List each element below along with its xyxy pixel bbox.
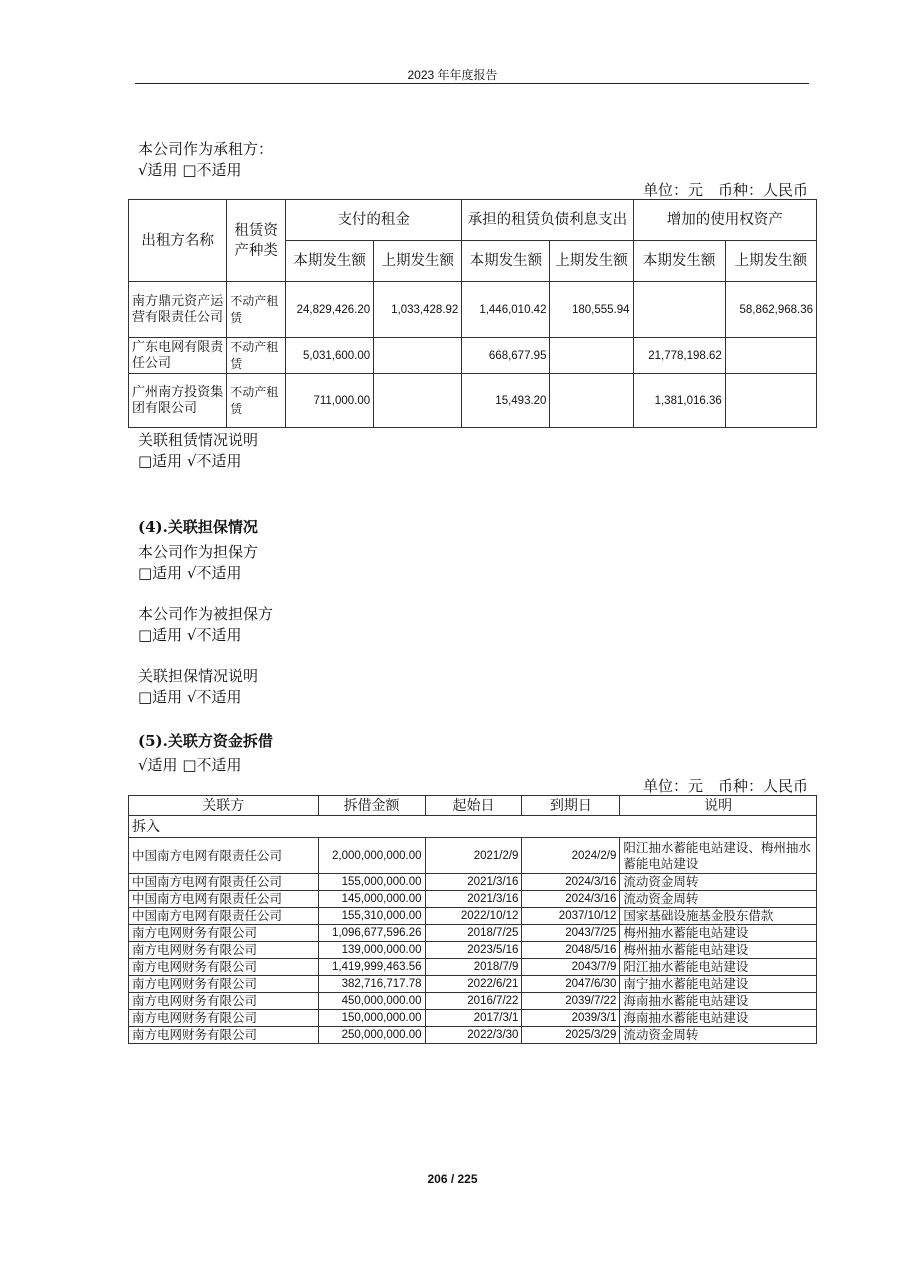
funds-applicability: √适用 □不适用 bbox=[138, 756, 242, 774]
party: 南方电网财务有限公司 bbox=[129, 976, 319, 993]
table-row bbox=[129, 874, 817, 891]
lessor-name: 广州南方投资集团有限公司 bbox=[129, 374, 227, 428]
guarantor-title: 本公司作为担保方 bbox=[138, 543, 259, 561]
header-amount: 拆借金额 bbox=[318, 796, 425, 816]
table-row bbox=[129, 282, 817, 338]
amount: 155,310,000.00 bbox=[318, 908, 425, 925]
end-date: 2024/3/16 bbox=[522, 891, 620, 908]
purpose: 流动资金周转 bbox=[620, 1027, 817, 1044]
interest-prior bbox=[550, 338, 633, 374]
purpose: 南宁抽水蓄能电站建设 bbox=[620, 976, 817, 993]
lessor-name: 南方鼎元资产运营有限责任公司 bbox=[129, 282, 227, 338]
lessor-name: 广东电网有限责任公司 bbox=[129, 338, 227, 374]
amount: 139,000,000.00 bbox=[318, 942, 425, 959]
guarantee-note-applicability: □适用 √不适用 bbox=[138, 688, 242, 706]
header-lessor: 出租方名称 bbox=[129, 200, 227, 282]
header-prior: 上期发生额 bbox=[725, 241, 816, 282]
purpose: 流动资金周转 bbox=[620, 891, 817, 908]
funds-unit-note: 单位：元 币种：人民币 bbox=[642, 777, 808, 795]
header-current: 本期发生额 bbox=[462, 241, 550, 282]
start-date: 2018/7/9 bbox=[425, 959, 522, 976]
table-row bbox=[129, 942, 817, 959]
table-row bbox=[129, 993, 817, 1010]
table-row bbox=[129, 1027, 817, 1044]
interest-prior bbox=[550, 374, 633, 428]
party: 中国南方电网有限责任公司 bbox=[129, 891, 319, 908]
purpose: 梅州抽水蓄能电站建设 bbox=[620, 925, 817, 942]
rou-current: 1,381,016.36 bbox=[633, 374, 725, 428]
start-date: 2021/2/9 bbox=[425, 838, 522, 874]
rent-prior bbox=[374, 338, 462, 374]
end-date: 2025/3/29 bbox=[522, 1027, 620, 1044]
table-row bbox=[129, 338, 817, 374]
end-date: 2037/10/12 bbox=[522, 908, 620, 925]
start-date: 2021/3/16 bbox=[425, 874, 522, 891]
purpose: 海南抽水蓄能电站建设 bbox=[620, 1010, 817, 1027]
header-asset-type: 租赁资产种类 bbox=[227, 200, 286, 282]
amount: 150,000,000.00 bbox=[318, 1010, 425, 1027]
amount: 1,419,999,463.56 bbox=[318, 959, 425, 976]
party: 南方电网财务有限公司 bbox=[129, 1027, 319, 1044]
start-date: 2023/5/16 bbox=[425, 942, 522, 959]
header-party: 关联方 bbox=[129, 796, 319, 816]
header-rent-paid: 支付的租金 bbox=[286, 200, 462, 241]
header-prior: 上期发生额 bbox=[374, 241, 462, 282]
start-date: 2022/6/21 bbox=[425, 976, 522, 993]
party: 中国南方电网有限责任公司 bbox=[129, 874, 319, 891]
header-current: 本期发生额 bbox=[286, 241, 374, 282]
rou-current bbox=[633, 282, 725, 338]
header-interest: 承担的租赁负债利息支出 bbox=[462, 200, 633, 241]
asset-type: 不动产租赁 bbox=[227, 282, 286, 338]
start-date: 2018/7/25 bbox=[425, 925, 522, 942]
interest-current: 1,446,010.42 bbox=[462, 282, 550, 338]
header-current: 本期发生额 bbox=[633, 241, 725, 282]
table-row bbox=[129, 891, 817, 908]
rent-prior: 1,033,428.92 bbox=[374, 282, 462, 338]
amount: 155,000,000.00 bbox=[318, 874, 425, 891]
purpose: 阳江抽水蓄能电站建设 bbox=[620, 959, 817, 976]
interest-current: 15,493.20 bbox=[462, 374, 550, 428]
end-date: 2024/2/9 bbox=[522, 838, 620, 874]
purpose: 阳江抽水蓄能电站建设、梅州抽水蓄能电站建设 bbox=[620, 838, 817, 874]
table-row bbox=[129, 838, 817, 874]
purpose: 梅州抽水蓄能电站建设 bbox=[620, 942, 817, 959]
header-start: 起始日 bbox=[425, 796, 522, 816]
table-row bbox=[129, 925, 817, 942]
asset-type: 不动产租赁 bbox=[227, 374, 286, 428]
table-row bbox=[129, 959, 817, 976]
page-number: 206 / 225 bbox=[427, 1172, 478, 1186]
end-date: 2024/3/16 bbox=[522, 874, 620, 891]
report-header-title: 2023 年年度报告 bbox=[407, 68, 498, 82]
table-row bbox=[129, 908, 817, 925]
funds-lending-table bbox=[128, 795, 817, 1044]
amount: 450,000,000.00 bbox=[318, 993, 425, 1010]
guarantee-heading: (4).关联担保情况 bbox=[138, 518, 258, 536]
section-borrowed-in: 拆入 bbox=[129, 816, 817, 838]
lessee-unit-note: 单位：元 币种：人民币 bbox=[642, 181, 808, 199]
rent-current: 5,031,600.00 bbox=[286, 338, 374, 374]
party: 中国南方电网有限责任公司 bbox=[129, 838, 319, 874]
start-date: 2022/10/12 bbox=[425, 908, 522, 925]
header-rule bbox=[135, 83, 809, 84]
end-date: 2048/5/16 bbox=[522, 942, 620, 959]
lessee-lease-table bbox=[128, 199, 817, 428]
rou-prior: 58,862,968.36 bbox=[725, 282, 816, 338]
end-date: 2043/7/9 bbox=[522, 959, 620, 976]
purpose: 海南抽水蓄能电站建设 bbox=[620, 993, 817, 1010]
rou-current: 21,778,198.62 bbox=[633, 338, 725, 374]
start-date: 2021/3/16 bbox=[425, 891, 522, 908]
party: 南方电网财务有限公司 bbox=[129, 925, 319, 942]
guaranteed-title: 本公司作为被担保方 bbox=[138, 605, 274, 623]
interest-current: 668,677.95 bbox=[462, 338, 550, 374]
lease-note-applicability: □适用 √不适用 bbox=[138, 452, 242, 470]
funds-heading: (5).关联方资金拆借 bbox=[138, 732, 273, 750]
party: 南方电网财务有限公司 bbox=[129, 959, 319, 976]
party: 南方电网财务有限公司 bbox=[129, 942, 319, 959]
rent-prior bbox=[374, 374, 462, 428]
party: 南方电网财务有限公司 bbox=[129, 993, 319, 1010]
rou-prior bbox=[725, 338, 816, 374]
end-date: 2039/3/1 bbox=[522, 1010, 620, 1027]
amount: 382,716,717.78 bbox=[318, 976, 425, 993]
header-prior: 上期发生额 bbox=[550, 241, 633, 282]
start-date: 2017/3/1 bbox=[425, 1010, 522, 1027]
asset-type: 不动产租赁 bbox=[227, 338, 286, 374]
party: 中国南方电网有限责任公司 bbox=[129, 908, 319, 925]
party: 南方电网财务有限公司 bbox=[129, 1010, 319, 1027]
lessee-applicability: √适用 □不适用 bbox=[138, 161, 242, 179]
guaranteed-applicability: □适用 √不适用 bbox=[138, 626, 242, 644]
amount: 250,000,000.00 bbox=[318, 1027, 425, 1044]
purpose: 国家基础设施基金股东借款 bbox=[620, 908, 817, 925]
rent-current: 711,000.00 bbox=[286, 374, 374, 428]
header-end: 到期日 bbox=[522, 796, 620, 816]
lessee-title: 本公司作为承租方： bbox=[138, 140, 274, 158]
interest-prior: 180,555.94 bbox=[550, 282, 633, 338]
rou-prior bbox=[725, 374, 816, 428]
guarantee-note-title: 关联担保情况说明 bbox=[138, 667, 259, 685]
start-date: 2016/7/22 bbox=[425, 993, 522, 1010]
table-row bbox=[129, 1010, 817, 1027]
end-date: 2039/7/22 bbox=[522, 993, 620, 1010]
guarantor-applicability: □适用 √不适用 bbox=[138, 564, 242, 582]
end-date: 2043/7/25 bbox=[522, 925, 620, 942]
table-row bbox=[129, 976, 817, 993]
rent-current: 24,829,426.20 bbox=[286, 282, 374, 338]
header-rou-asset: 增加的使用权资产 bbox=[633, 200, 816, 241]
lease-note-title: 关联租赁情况说明 bbox=[138, 431, 259, 449]
end-date: 2047/6/30 bbox=[522, 976, 620, 993]
amount: 1,096,677,596.26 bbox=[318, 925, 425, 942]
amount: 2,000,000,000.00 bbox=[318, 838, 425, 874]
purpose: 流动资金周转 bbox=[620, 874, 817, 891]
amount: 145,000,000.00 bbox=[318, 891, 425, 908]
start-date: 2022/3/30 bbox=[425, 1027, 522, 1044]
table-row bbox=[129, 374, 817, 428]
header-note: 说明 bbox=[620, 796, 817, 816]
